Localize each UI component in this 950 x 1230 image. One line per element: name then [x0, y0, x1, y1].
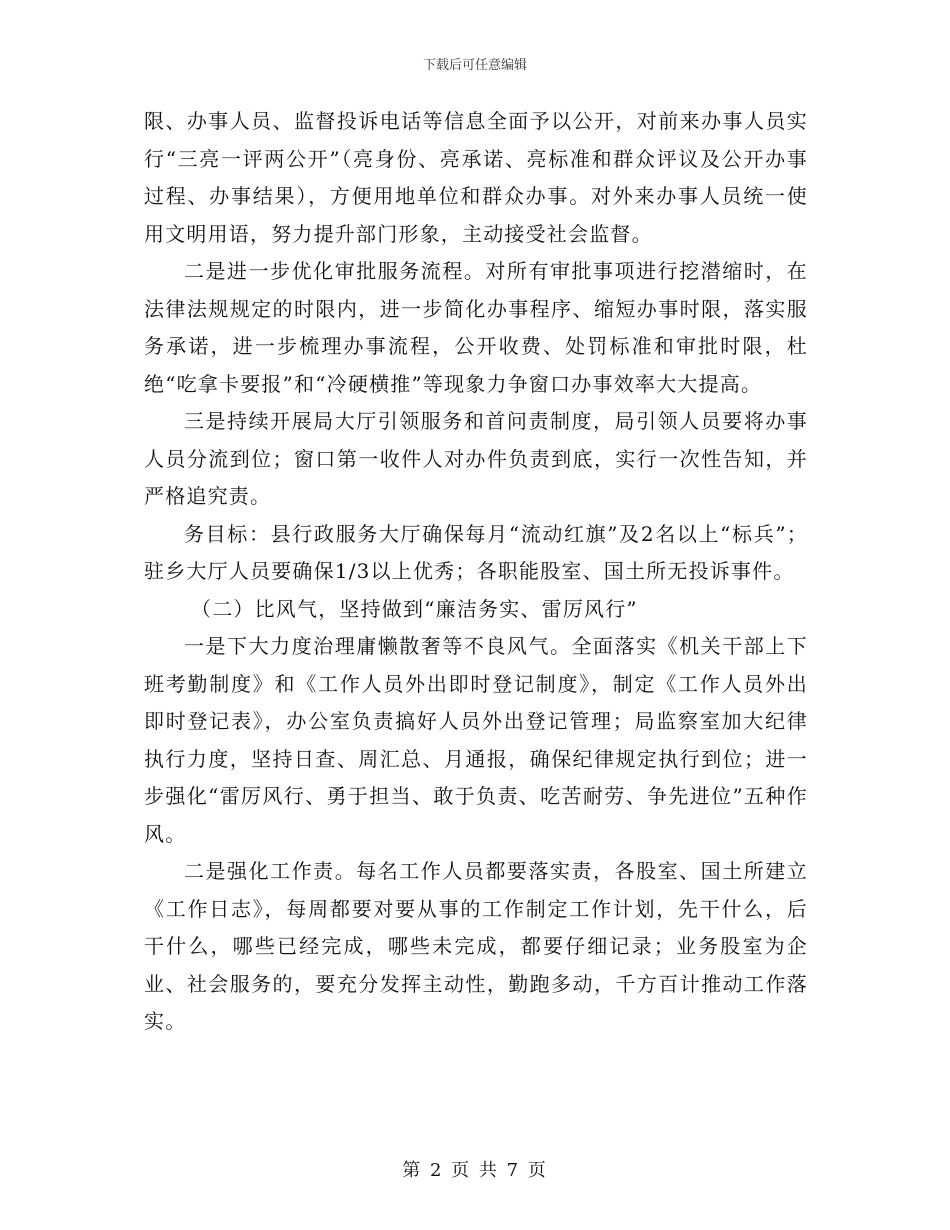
paragraph-5: 一是下大力度治理庸懒散奢等不良风气。全面落实《机关干部上下班考勤制度》和《工作人员外出即时登记制度》，制定《工作人员外出即时登记表》，办公室负责搞好人员外出登记管理；局监察室加大纪律执行力度，坚持日查、周汇总、月通报，确保纪律规定执行到位；进一步强化“雷厉风行、勇于担当、敢于负责、吃苦耐劳、争先进位”五种作风。	[144, 634, 808, 846]
paragraph-1: 限、办事人员、监督投诉电话等信息全面予以公开，对前来办事人员实行“三亮一评两公开”（亮身份、亮承诺、亮标准和群众评议及公开办事过程、办事结果），方便用地单位和群众办事。对外来办事人员统一使用文明用语，努力提升部门形象，主动接受社会监督。	[144, 109, 808, 246]
page-number: 第 2 页 共 7 页	[402, 1160, 548, 1181]
page-footer	[0, 1156, 950, 1182]
document-body	[144, 103, 808, 1041]
header-note: 下载后可任意编辑	[422, 58, 527, 73]
page-header	[0, 54, 950, 73]
paragraph-2: 二是进一步优化审批服务流程。对所有审批事项进行挖潜缩时，在法律法规规定的时限内，进一步简化办事程序、缩短办事时限，落实服务承诺，进一步梳理办事流程，公开收费、处罚标准和审批时限，杜绝“吃拿卡要报”和“冷硬横推”等现象力争窗口办事效率大大提高。	[144, 259, 808, 396]
paragraph-4: 务目标：县行政服务大厅确保每月“流动红旗”及2名以上“标兵”；驻乡大厅人员要确保1/3以上优秀；各职能股室、国土所无投诉事件。	[144, 521, 808, 583]
paragraph-6: 二是强化工作责。每名工作人员都要落实责，各股室、国土所建立《工作日志》，每周都要对要从事的工作制定工作计划，先干什么，后干什么，哪些已经完成，哪些未完成，都要仔细记录；业务股室为企业、社会服务的，要充分发挥主动性，勤跑多动，千方百计推动工作落实。	[144, 859, 808, 1033]
section-heading: （二）比风气，坚持做到“廉洁务实、雷厉风行”	[191, 596, 638, 621]
paragraph-3: 三是持续开展局大厅引领服务和首问责制度，局引领人员要将办事人员分流到位；窗口第一收件人对办件负责到底，实行一次性告知，并严格追究责。	[144, 409, 808, 508]
